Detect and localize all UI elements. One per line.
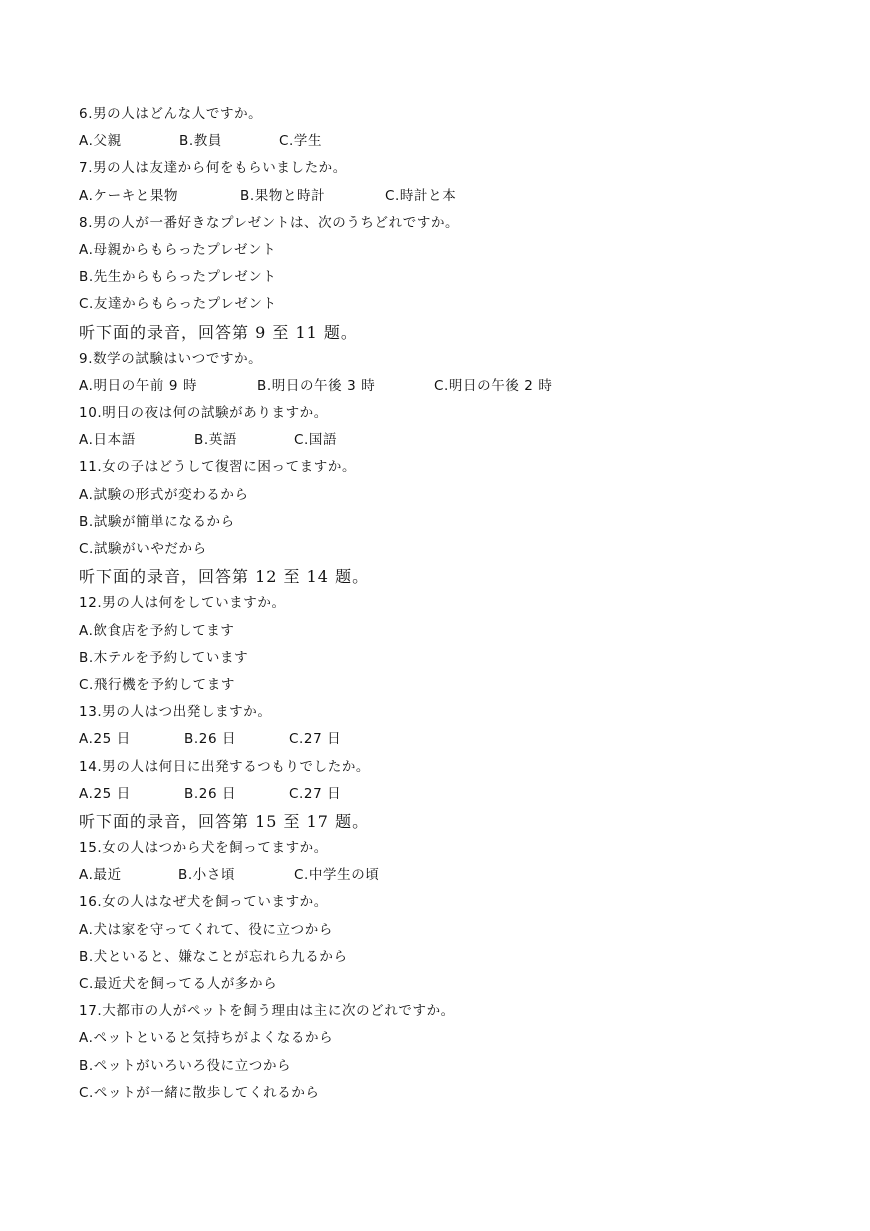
question-line: B.先生からもらったプレゼント bbox=[79, 269, 277, 286]
answer-options-row bbox=[79, 183, 799, 210]
answer-option: A.25 日 bbox=[79, 731, 131, 748]
question-line: C.友達からもらったプレゼント bbox=[79, 296, 277, 313]
answer-options-row bbox=[79, 427, 799, 454]
answer-options-row bbox=[79, 128, 799, 155]
question-line: 17.大都市の人がペットを飼う理由は主に次のどれですか。 bbox=[79, 1003, 455, 1020]
question-line: A.母親からもらったプレゼント bbox=[79, 241, 277, 258]
answer-option: A.ケーキと果物 bbox=[79, 187, 179, 204]
answer-options-row bbox=[79, 781, 799, 808]
answer-options-row bbox=[79, 373, 799, 400]
section-instruction: 听下面的录音，回答第 12 至 14 题。 bbox=[79, 567, 370, 587]
answer-option: C.国語 bbox=[294, 432, 338, 449]
section-instruction: 听下面的录音，回答第 9 至 11 题。 bbox=[79, 322, 358, 342]
question-line: C.試験がいやだから bbox=[79, 541, 207, 557]
question-line: 6.男の人はどんな人ですか。 bbox=[79, 106, 263, 122]
question-line: 15.女の人はつから犬を飼ってますか。 bbox=[79, 840, 328, 857]
question-line: C.ペットが一緒に散歩してくれるから bbox=[79, 1084, 320, 1101]
question-line: B.試験が簡単になるから bbox=[79, 513, 235, 530]
answer-options-row bbox=[79, 726, 799, 753]
question-line: A.飲食店を予約してます bbox=[79, 622, 235, 639]
question-line: 8.男の人が一番好きなプレゼントは、次のうちどれですか。 bbox=[79, 214, 460, 231]
question-line: 13.男の人はつ出発しますか。 bbox=[79, 704, 272, 721]
answer-option: B.小さ頃 bbox=[178, 867, 236, 884]
answer-option: B.英語 bbox=[194, 432, 237, 449]
answer-option: C.中学生の頃 bbox=[294, 867, 380, 884]
question-line: C.最近犬を飼ってる人が多から bbox=[79, 976, 278, 992]
answer-option: C.27 日 bbox=[289, 785, 342, 802]
answer-option: B.果物と時計 bbox=[240, 187, 326, 204]
question-line: 16.女の人はなぜ犬を飼っていますか。 bbox=[79, 894, 328, 911]
answer-option: B.教員 bbox=[179, 133, 222, 150]
section-instruction: 听下面的录音，回答第 15 至 17 题。 bbox=[79, 811, 370, 831]
answer-option: B.明日の午後 3 時 bbox=[257, 377, 376, 394]
question-line: A.ペットといると気持ちがよくなるから bbox=[79, 1030, 334, 1047]
question-line: 9.数学の試験はいつですか。 bbox=[79, 350, 263, 367]
document-body bbox=[79, 101, 799, 1107]
question-line: B.木テルを予約しています bbox=[79, 649, 249, 666]
question-line: B.犬といると、嫌なことが忘れら九るから bbox=[79, 948, 348, 965]
answer-option: A.25 日 bbox=[79, 785, 131, 802]
answer-option: B.26 日 bbox=[184, 731, 237, 748]
answer-option: B.26 日 bbox=[184, 785, 237, 802]
answer-option: C.時計と本 bbox=[385, 187, 457, 204]
question-line: C.飛行機を予約してます bbox=[79, 676, 235, 693]
answer-option: C.学生 bbox=[279, 133, 323, 150]
answer-option: A.最近 bbox=[79, 867, 122, 884]
answer-option: A.明日の午前 9 時 bbox=[79, 377, 198, 394]
question-line: B.ペットがいろいろ役に立つから bbox=[79, 1057, 292, 1074]
question-line: 11.女の子はどうして復習に困ってますか。 bbox=[79, 459, 357, 476]
answer-option: A.父親 bbox=[79, 133, 122, 150]
answer-options-row bbox=[79, 862, 799, 889]
question-line: 12.男の人は何をしていますか。 bbox=[79, 595, 286, 612]
question-line: 7.男の人は友達から何をもらいましたか。 bbox=[79, 160, 347, 177]
answer-option: C.27 日 bbox=[289, 731, 342, 748]
question-line: 14.男の人は何日に出発するつもりでしたか。 bbox=[79, 758, 371, 775]
question-line: 10.明日の夜は何の試験がありますか。 bbox=[79, 405, 328, 422]
question-line: A.試験の形式が変わるから bbox=[79, 486, 249, 503]
answer-option: C.明日の午後 2 時 bbox=[434, 377, 553, 394]
question-line: A.犬は家を守ってくれて、役に立つから bbox=[79, 921, 333, 938]
answer-option: A.日本語 bbox=[79, 432, 136, 449]
